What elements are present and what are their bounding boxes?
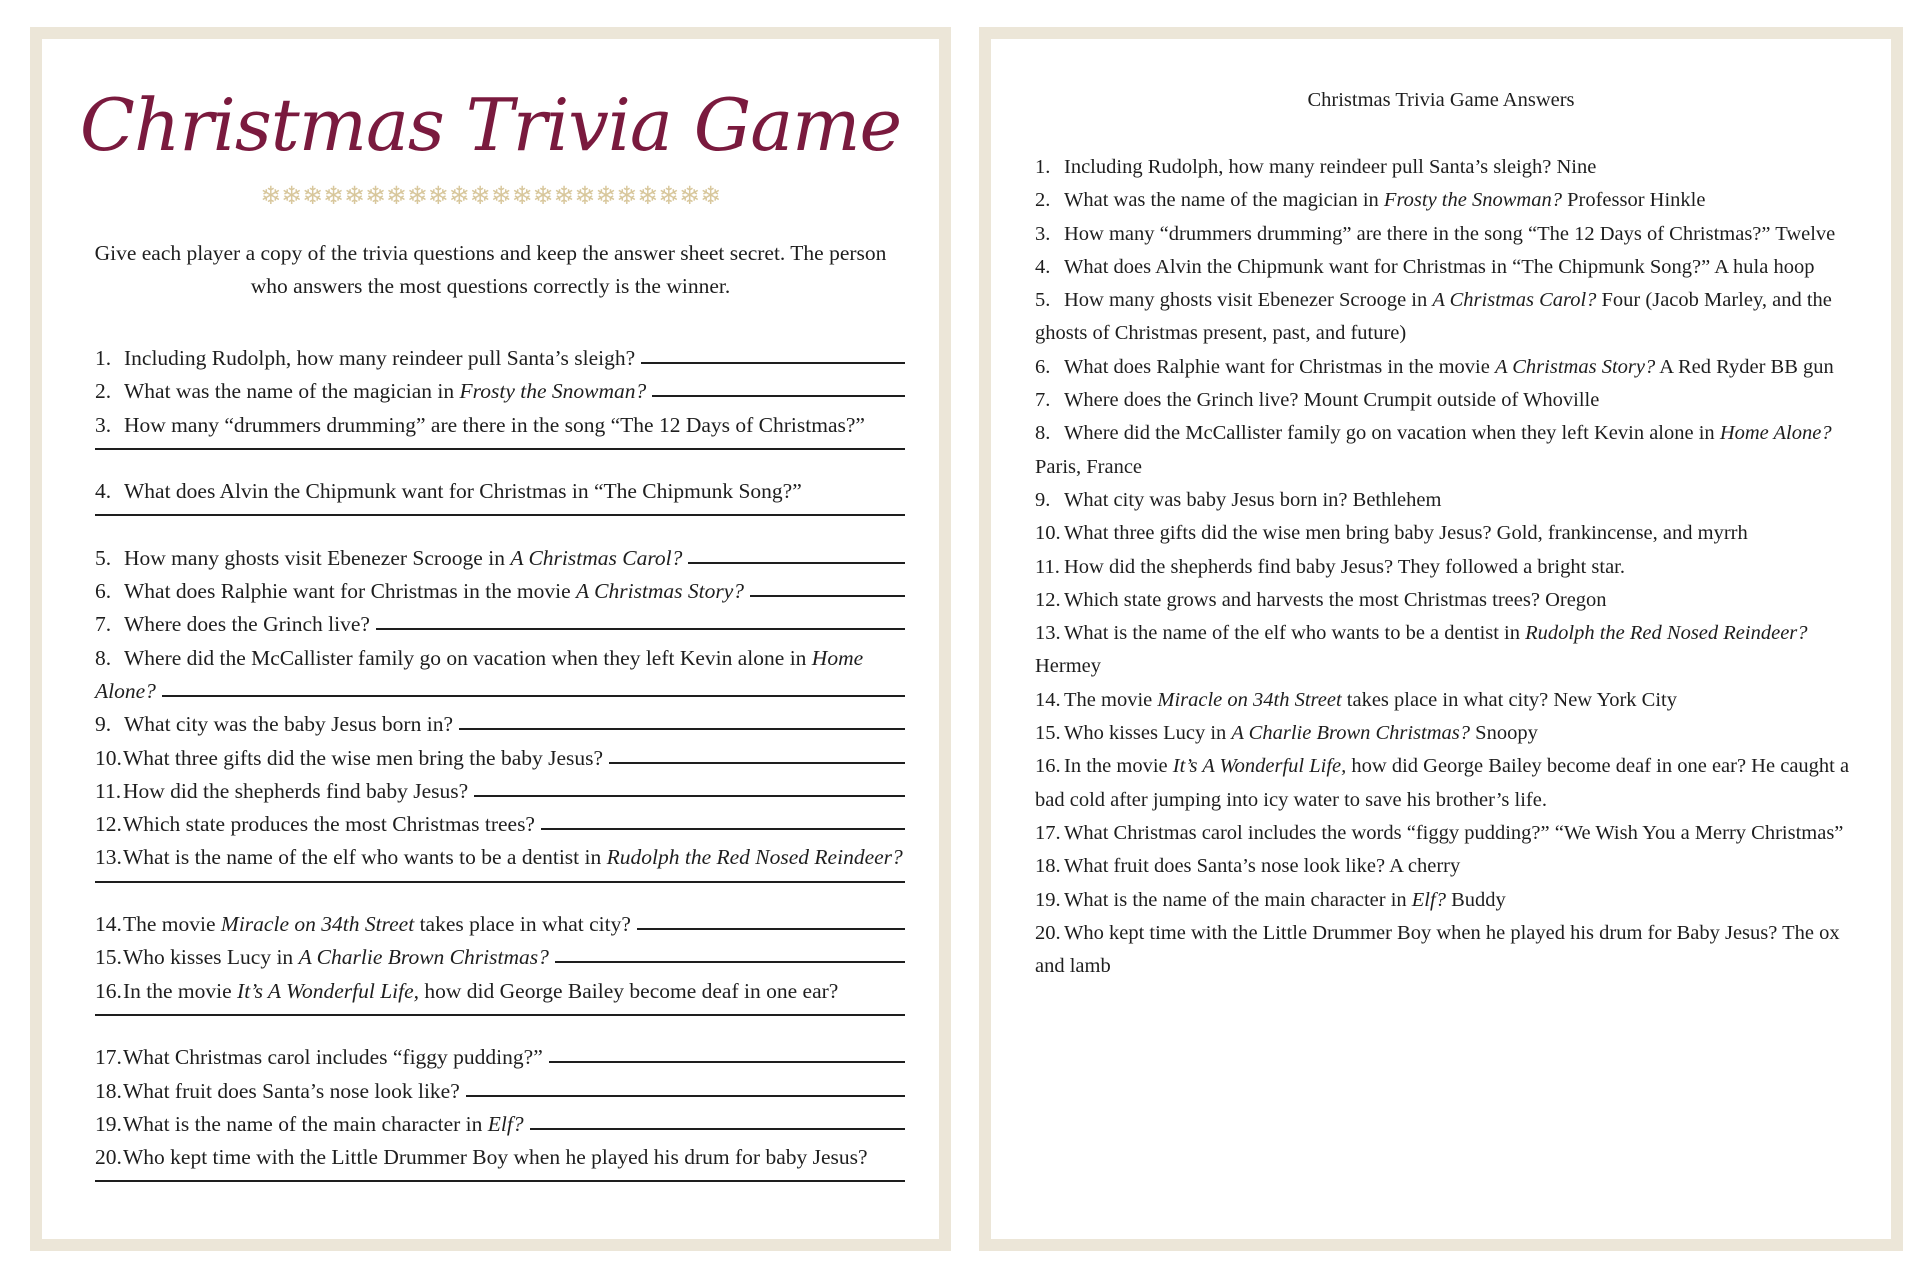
answer-item: 4. What does Alvin the Chipmunk want for Christmas in “The Chipmunk Song?” A hula hoop	[1035, 255, 1815, 278]
answer-line[interactable]	[609, 762, 905, 764]
question-item: 1. Including Rudolph, how many reindeer pull Santa’s sleigh?	[95, 342, 905, 375]
question-item: 11. How did the shepherds find baby Jesus?	[95, 775, 905, 808]
question-item: 5. How many ghosts visit Ebenezer Scrooge in A Christmas Carol?	[95, 542, 905, 575]
instructions: Give each player a copy of the trivia questions and keep the answer sheet secret. The person who answers the most questions correctly is the winner.	[94, 241, 887, 298]
answer-line[interactable]	[95, 1174, 905, 1207]
answer-item: 6. What does Ralphie want for Christmas in the movie A Christmas Story? A Red Ryder BB gun	[1035, 355, 1834, 378]
question-item: 17. What Christmas carol includes “figgy pudding?”	[95, 1041, 905, 1074]
answer-line[interactable]	[688, 562, 905, 564]
question-item: 8. Where did the McCallister family go on vacation when they left Kevin alone in Home	[95, 645, 864, 670]
question-item: 10. What three gifts did the wise men bring the baby Jesus?	[95, 742, 905, 775]
question-item: 18. What fruit does Santa’s nose look like?	[95, 1075, 905, 1108]
answers-title: Christmas Trivia Game Answers	[1307, 89, 1575, 111]
questions-sheet	[30, 27, 951, 1251]
answer-item: 5. How many ghosts visit Ebenezer Scrooge in A Christmas Carol? Four (Jacob Marley, and the ghosts of Christmas present, past, and future)	[1035, 289, 1832, 345]
answer-item: 2. What was the name of the magician in Frosty the Snowman? Professor Hinkle	[1035, 189, 1706, 212]
answer-line[interactable]	[474, 795, 905, 797]
answer-line[interactable]	[466, 1095, 905, 1097]
answer-item: 20. Who kept time with the Little Drummer Boy when he played his drum for Baby Jesus? The ox and lamb	[1035, 921, 1840, 978]
question-item: 6. What does Ralphie want for Christmas in the movie A Christmas Story?	[95, 575, 905, 608]
answer-line[interactable]	[652, 395, 905, 397]
answer-line[interactable]	[376, 628, 905, 630]
answer-line[interactable]	[750, 595, 905, 597]
question-item: 14. The movie Miracle on 34th Street takes place in what city?	[95, 908, 905, 941]
answers-sheet	[979, 27, 1903, 1251]
answer-line[interactable]	[95, 1008, 905, 1041]
answer-item: 3. How many “drummers drumming” are there in the song “The 12 Days of Christmas?” Twelve	[1035, 222, 1836, 245]
answer-item: 15. Who kisses Lucy in A Charlie Brown Christmas? Snoopy	[1035, 722, 1538, 745]
answer-line[interactable]	[641, 362, 905, 364]
answer-line[interactable]	[95, 508, 905, 541]
answer-line[interactable]	[637, 928, 905, 930]
question-item: 2. What was the name of the magician in Frosty the Snowman?	[95, 375, 905, 408]
answer-item: 1. Including Rudolph, how many reindeer pull Santa’s sleigh? Nine	[1035, 156, 1597, 178]
answer-list	[1035, 151, 1855, 983]
answer-item: 13. What is the name of the elf who wants to be a dentist in Rudolph the Red Nosed Reindeer? Hermey	[1035, 622, 1808, 678]
answer-line[interactable]	[541, 828, 905, 830]
answer-line[interactable]	[162, 695, 905, 697]
question-item: 3. How many “drummers drumming” are there in the song “The 12 Days of Christmas?”	[95, 412, 865, 437]
answer-line[interactable]	[95, 442, 905, 475]
question-item: 4. What does Alvin the Chipmunk want for Christmas in “The Chipmunk Song?”	[95, 479, 802, 504]
answer-line[interactable]	[95, 875, 905, 908]
snowflake-divider: ❄❄❄❄❄❄❄❄❄❄❄❄❄❄❄❄❄❄❄❄❄❄	[260, 181, 721, 210]
answer-line[interactable]	[555, 961, 905, 963]
answer-item: 19. What is the name of the main character in Elf? Buddy	[1035, 888, 1506, 911]
answer-line[interactable]	[549, 1061, 905, 1063]
answer-item: 18. What fruit does Santa’s nose look like? A cherry	[1035, 855, 1461, 878]
question-item: 9. What city was the baby Jesus born in?	[95, 708, 905, 741]
answer-item: 12. Which state grows and harvests the most Christmas trees? Oregon	[1035, 588, 1607, 611]
question-item: 7. Where does the Grinch live?	[95, 608, 905, 641]
answer-line[interactable]	[459, 728, 905, 730]
answer-item: 14. The movie Miracle on 34th Street takes place in what city? New York City	[1035, 688, 1677, 711]
question-item: 19. What is the name of the main character in Elf?	[95, 1108, 905, 1141]
answer-line[interactable]	[530, 1128, 905, 1130]
question-item: 13.What is the name of the elf who wants to be a dentist in Rudolph the Red Nosed Reindeer?	[95, 845, 903, 870]
answer-item: 9. What city was baby Jesus born in? Bethlehem	[1035, 488, 1442, 511]
question-item-continued: Alone?	[95, 675, 905, 708]
answer-item: 7. Where does the Grinch live? Mount Crumpit outside of Whoville	[1035, 389, 1600, 412]
question-list	[95, 342, 905, 1208]
answer-item: 11. How did the shepherds find baby Jesus? They followed a bright star.	[1035, 555, 1625, 578]
answer-item: 16. In the movie It’s A Wonderful Life, how did George Bailey become deaf in one ear? He caught a bad cold after jumping into icy water to save his brother’s life.	[1035, 755, 1850, 811]
answer-item: 8. Where did the McCallister family go on vacation when they left Kevin alone in Home Alone? Paris, France	[1035, 422, 1832, 478]
answer-item: 17. What Christmas carol includes the words “figgy pudding?” “We Wish You a Merry Christmas”	[1035, 821, 1844, 844]
question-item: 12. Which state produces the most Christmas trees?	[95, 808, 905, 841]
sheet-title: Christmas Trivia Game	[79, 83, 902, 167]
question-item: 16.In the movie It’s A Wonderful Life, how did George Bailey become deaf in one ear?	[95, 978, 839, 1003]
answer-item: 10. What three gifts did the wise men bring baby Jesus? Gold, frankincense, and myrrh	[1035, 522, 1748, 545]
question-item: 15. Who kisses Lucy in A Charlie Brown Christmas?	[95, 941, 905, 974]
question-item: 20.Who kept time with the Little Drummer Boy when he played his drum for baby Jesus?	[95, 1145, 868, 1170]
